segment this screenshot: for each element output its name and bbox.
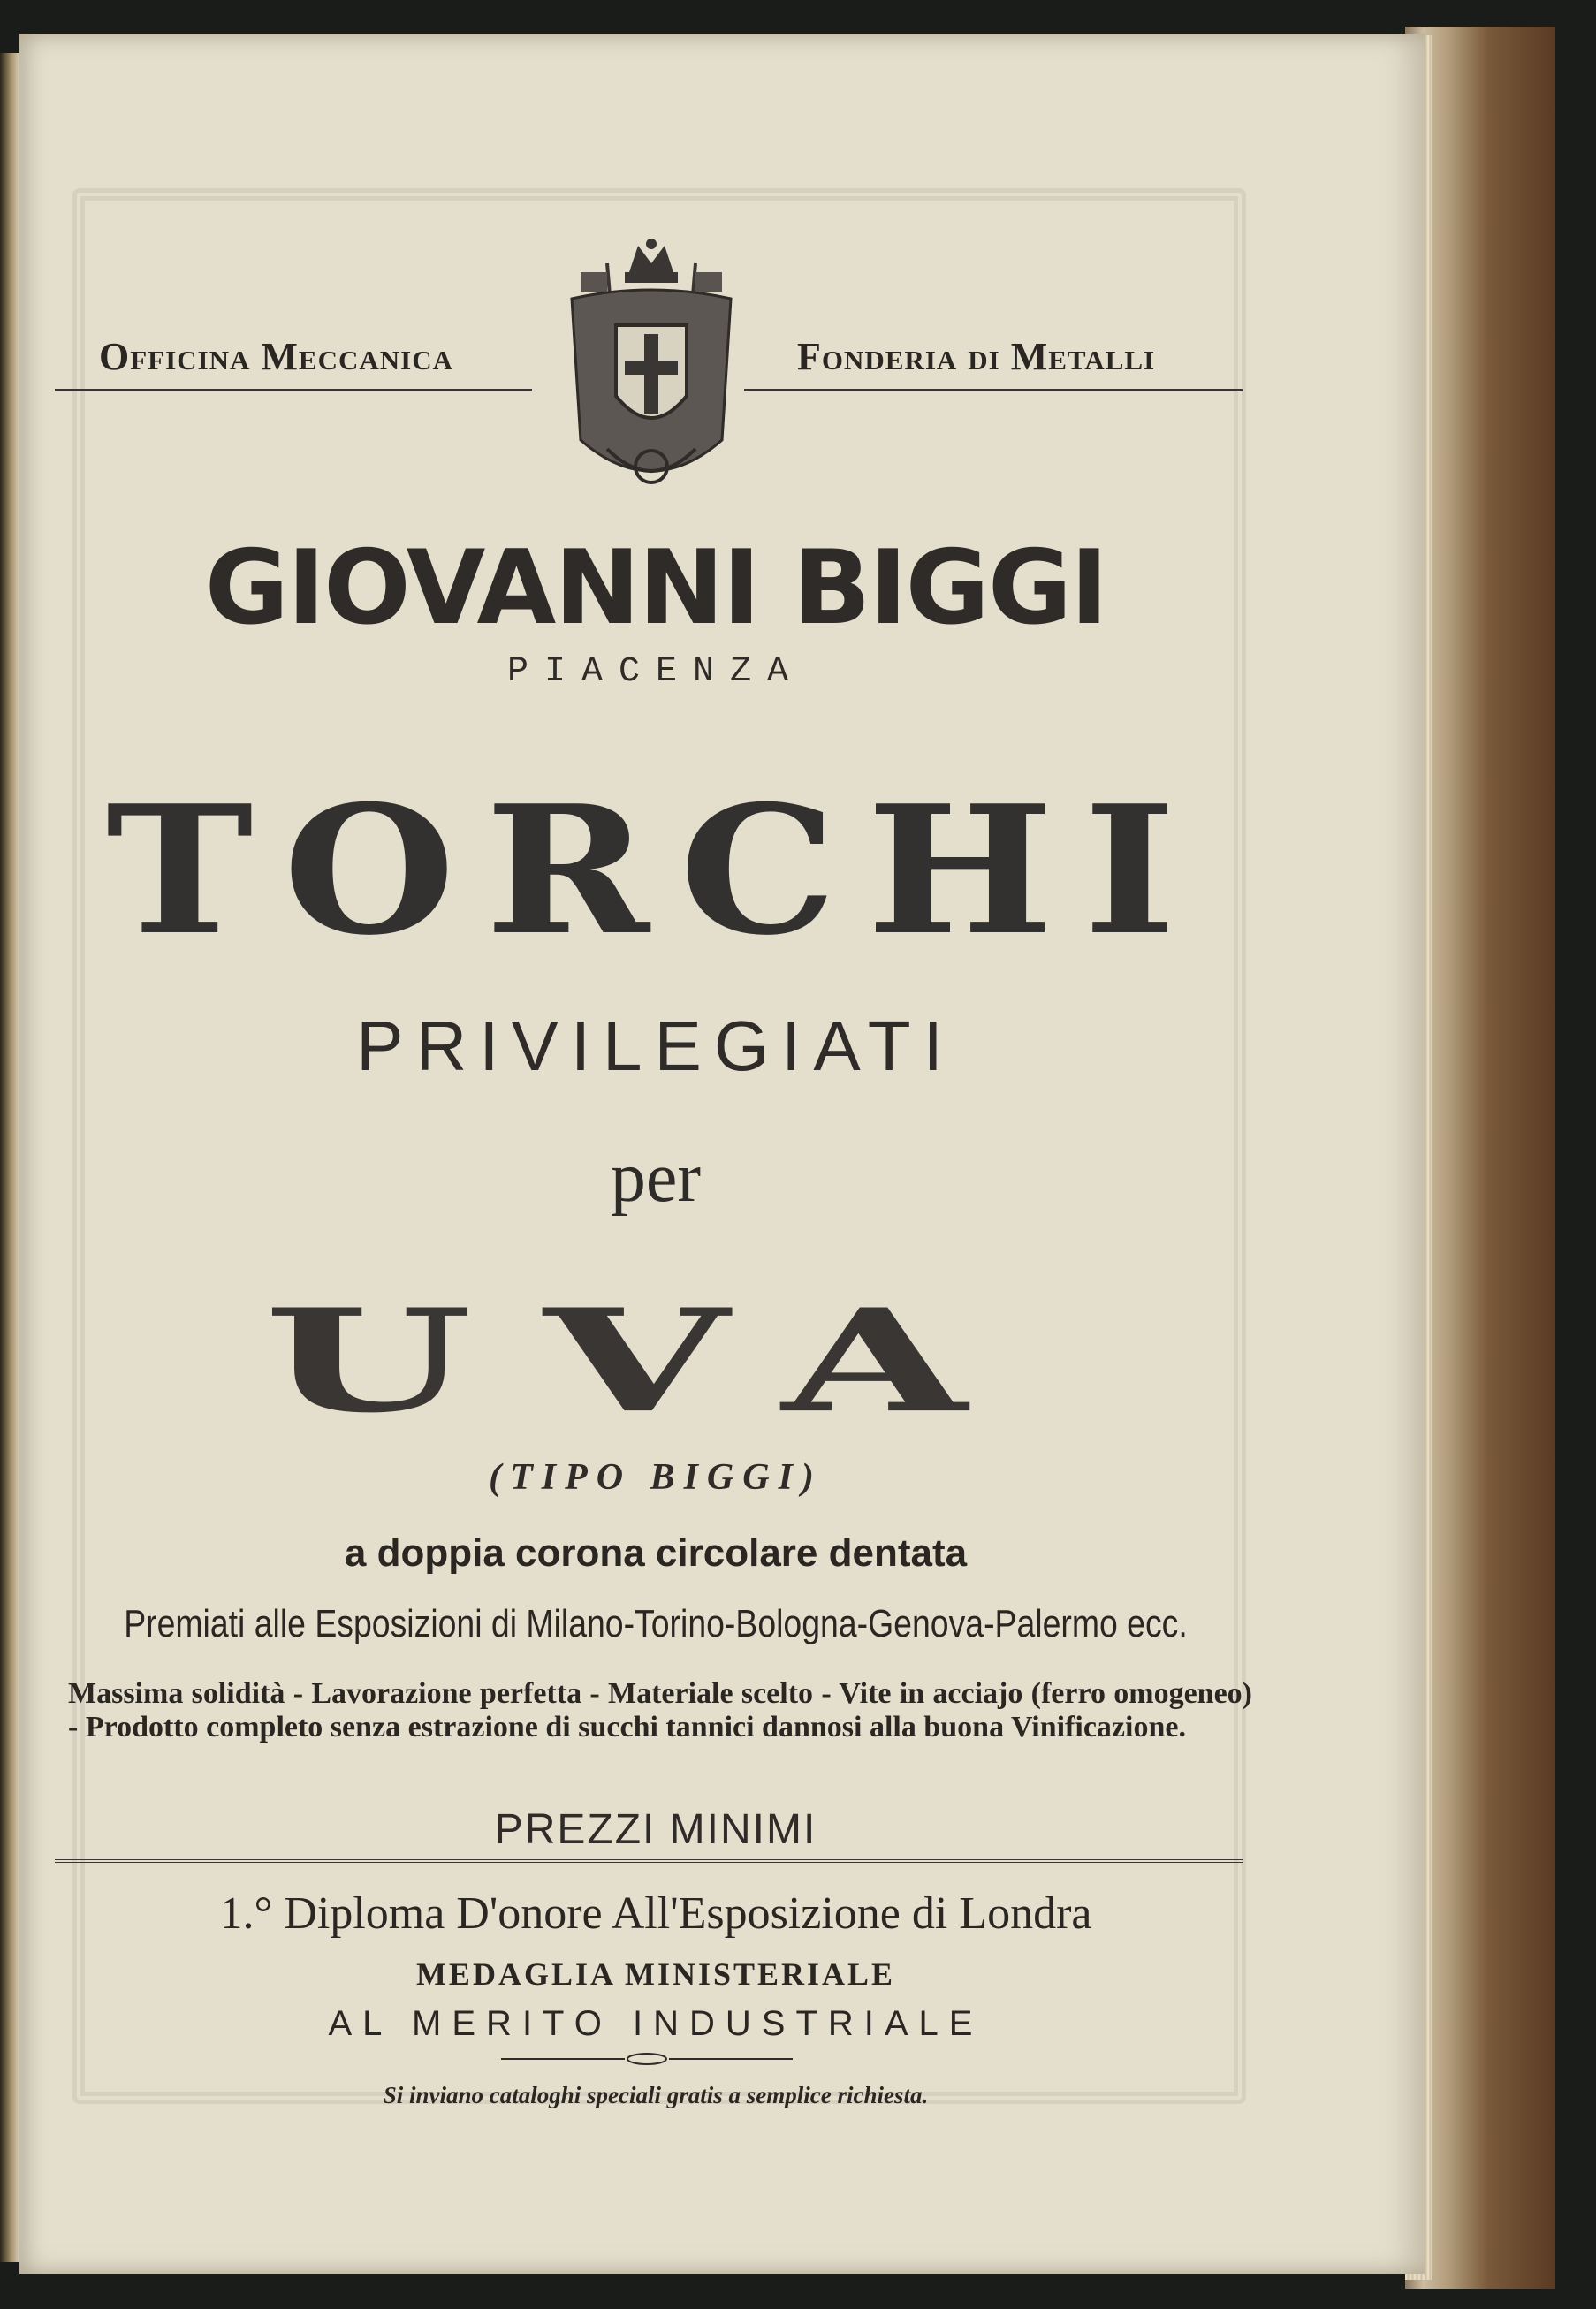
coat-of-arms-icon <box>545 237 757 502</box>
header-rule-right <box>744 389 1243 391</box>
product-subtitle: PRIVILEGIATI <box>356 1006 955 1085</box>
header-fonderia: Fonderia di Metalli <box>797 335 1156 378</box>
medal-line: MEDAGLIA MINISTERIALE <box>415 1956 896 1992</box>
product-feature: a doppia corona circolare dentata <box>344 1531 968 1575</box>
header-officina: Officina Meccanica <box>99 335 453 378</box>
ornament-divider-icon <box>501 2050 793 2068</box>
company-city: PIACENZA <box>506 652 805 692</box>
product-type: (TIPO BIGGI) <box>489 1457 823 1498</box>
pricing-rule <box>55 1859 1243 1863</box>
left-page-edge <box>0 53 19 2262</box>
product-target: UVA <box>263 1278 1039 1445</box>
footer-note: Si inviano cataloghi speciali gratis a semplice richiesta. <box>383 2082 929 2108</box>
header-rule-left <box>55 389 532 391</box>
product-title: TORCHI <box>105 767 1206 975</box>
diploma-line: 1.° Diploma D'onore All'Esposizione di Londra <box>219 1888 1092 1939</box>
pricing-line: PREZZI MINIMI <box>494 1806 817 1853</box>
advertisement-page <box>19 34 1425 2274</box>
company-name: GIOVANNI BIGGI <box>204 528 1107 648</box>
awards-line: Premiati alle Esposizioni di Milano-Torino-Bologna-Genova-Palermo ecc. <box>124 1602 1188 1645</box>
product-connector: per <box>610 1139 702 1217</box>
merit-line: AL MERITO INDUSTRIALE <box>328 2004 984 2043</box>
description-paragraph: Massima solidità - Lavorazione perfetta - Materiale scelto - Vite in acciajo (ferro omogeneo) - Prodotto completo senza estrazione di succhi tannici dannosi alla buona Vinificazione. <box>68 1677 1252 1743</box>
